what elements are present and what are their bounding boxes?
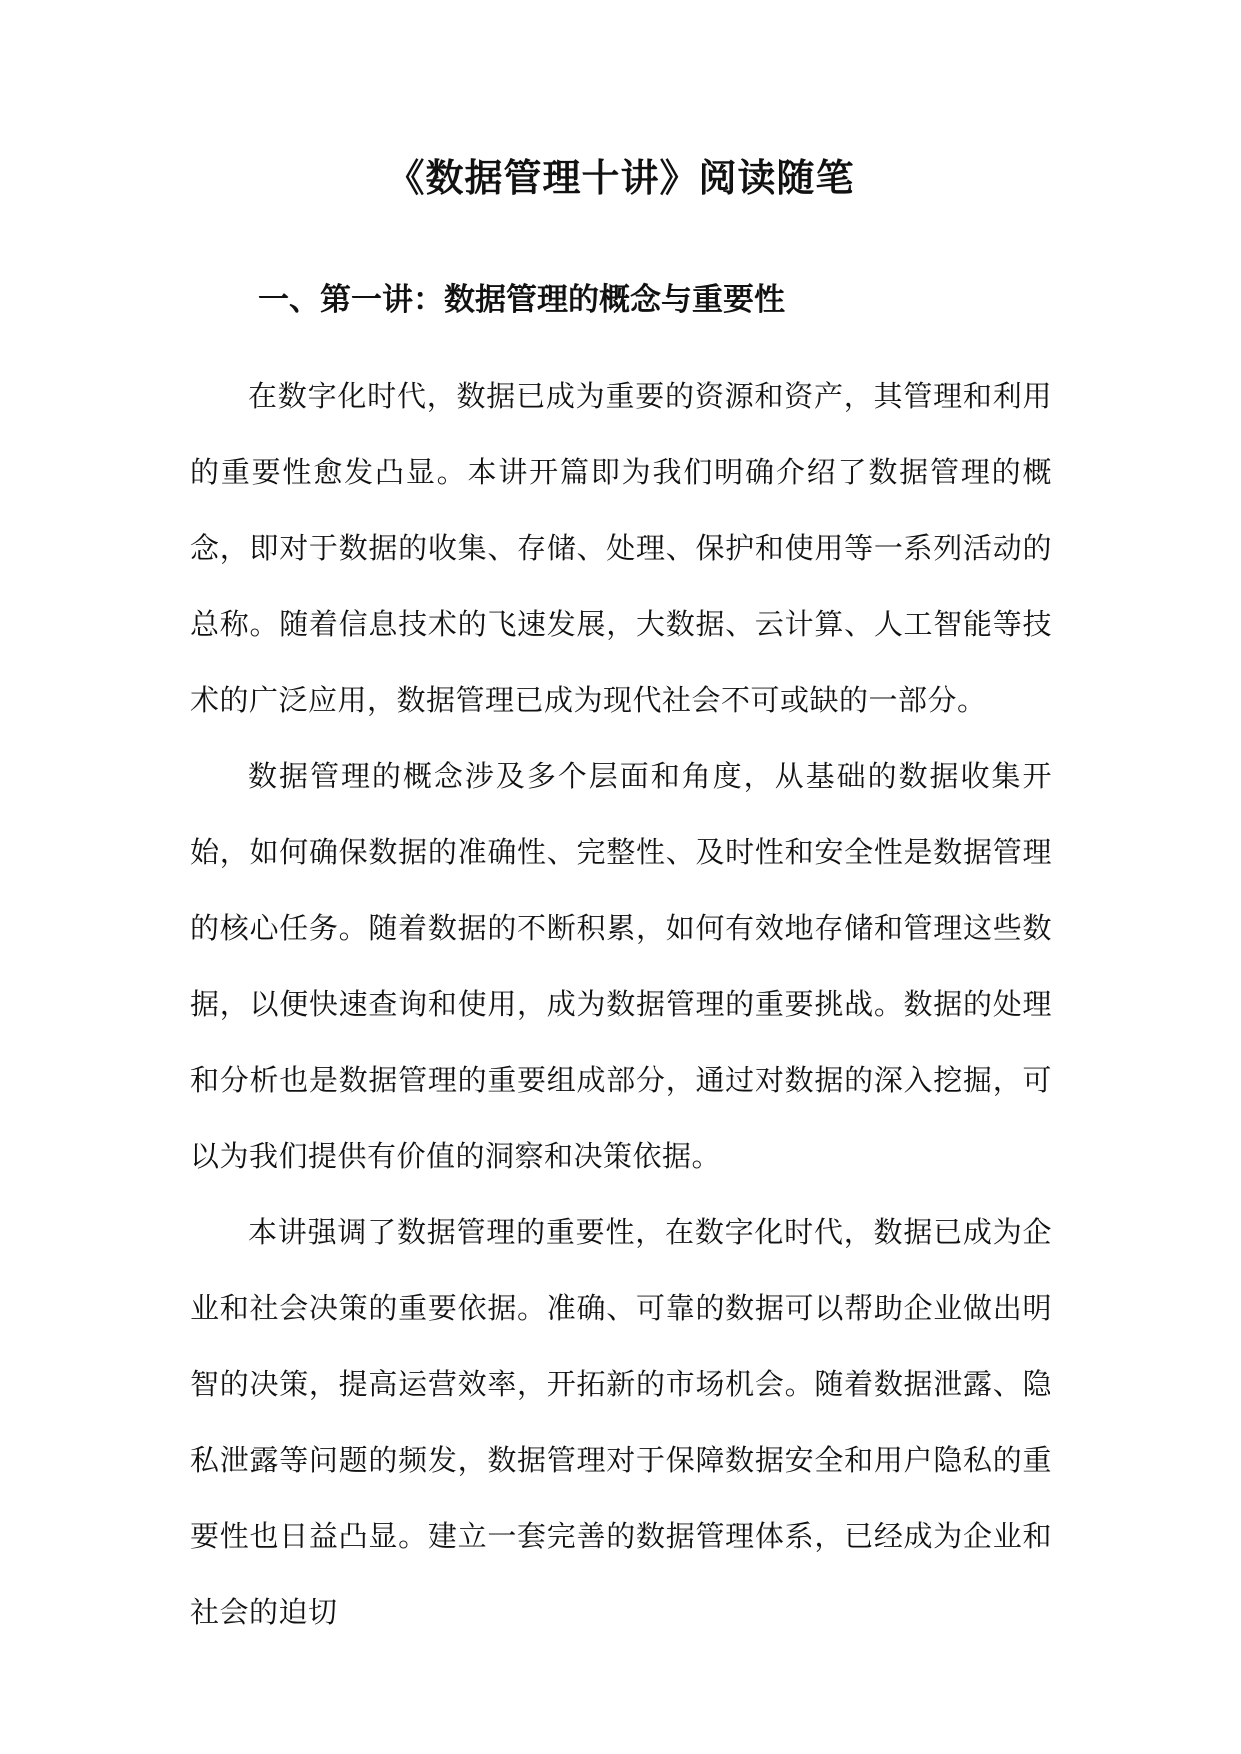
paragraph-1: 在数字化时代，数据已成为重要的资源和资产，其管理和利用的重要性愈发凸显。本讲开篇即为我们明确介绍了数据管理的概念，即对于数据的收集、存储、处理、保护和使用等一系列活动的总称。随着信息技术的飞速发展，大数据、云计算、人工智能等技术的广泛应用，数据管理已成为现代社会不可或缺的一部分。 [190, 379, 1052, 717]
paragraph-3: 本讲强调了数据管理的重要性，在数字化时代，数据已成为企业和社会决策的重要依据。准确、可靠的数据可以帮助企业做出明智的决策，提高运营效率，开拓新的市场机会。随着数据泄露、隐私泄露等问题的频发，数据管理对于保障数据安全和用户隐私的重要性也日益凸显。建立一套完善的数据管理体系，已经成为企业和社会的迫切 [190, 1215, 1052, 1629]
document-title: 《数据管理十讲》阅读随笔 [386, 155, 855, 200]
section-heading: 一、第一讲：数据管理的概念与重要性 [258, 282, 785, 318]
document-body [190, 358, 1052, 1650]
paragraph-2: 数据管理的概念涉及多个层面和角度，从基础的数据收集开始，如何确保数据的准确性、完整性、及时性和安全性是数据管理的核心任务。随着数据的不断积累，如何有效地存储和管理这些数据，以便快速查询和使用，成为数据管理的重要挑战。数据的处理和分析也是数据管理的重要组成部分，通过对数据的深入挖掘，可以为我们提供有价值的洞察和决策依据。 [190, 759, 1052, 1173]
